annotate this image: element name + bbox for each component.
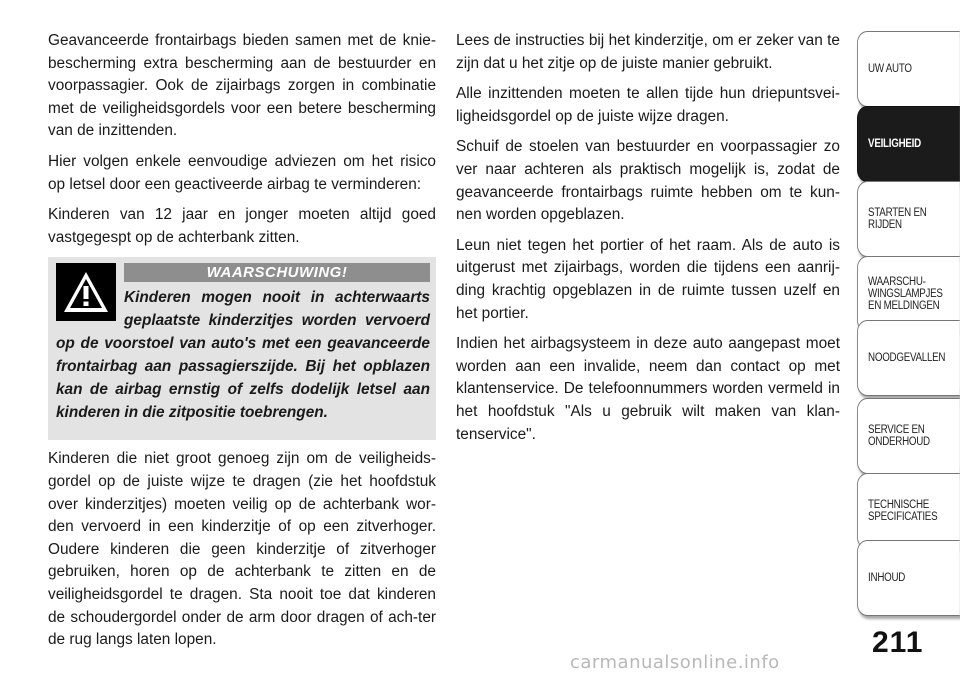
page-number: 211 [872, 626, 924, 659]
chapter-tabs [857, 0, 960, 678]
tab-waarschuwingslampjes[interactable]: WAARSCHU- WINGSLAMPJES EN MELDINGEN [857, 256, 960, 332]
tab-starten-en-rijden[interactable]: STARTEN EN RIJDEN [857, 181, 960, 257]
warning-title: WAARSCHUWING! [124, 263, 430, 282]
tab-uw-auto[interactable]: UW AUTO [857, 31, 960, 107]
tab-technische-specificaties[interactable]: TECHNISCHE SPECIFICATIES [857, 473, 960, 549]
paragraph: Leun niet tegen het portier of het raam. Als de auto is uitgerust met zijairbags, worden die tijdens een aanrij-ding krachtig opgeblazen in de ruimte tussen uzelf en het portier. [456, 236, 840, 322]
watermark: carmanualsonline.info [570, 652, 780, 673]
warning-text: Kinderen mogen nooit in achterwaarts geplaatste kinderzitjes worden vervoerd op de voorstoel van auto's met een geavanceerde frontairbag aan passagierszijde. Bij het opblazen kan de airbag ernstig of zelfs dodelijk letsel aan kinderen in die zitpositie toebrengen. [56, 289, 430, 422]
left-column [48, 30, 436, 660]
warning-box [48, 257, 436, 440]
warning-triangle-icon [56, 263, 116, 321]
paragraph: Lees de instructies bij het kinderzitje, om er zeker van te zijn dat u het zitje op de juiste manier gebruikt. [456, 32, 840, 72]
tab-noodgevallen[interactable]: NOODGEVALLEN [857, 320, 960, 396]
tab-inhoud[interactable]: INHOUD [857, 540, 960, 616]
paragraph: Kinderen die niet groot genoeg zijn om de veiligheids-gordel op de juiste wijze te dragen (zie het hoofdstuk over kinderzitjes) moeten veilig op de achterbank wor-den vervoerd in een kinderzitje of op een zitverhoger. Oudere kinderen die geen kinderzitje of zitverhoger gebruiken, horen op de achterbank te zitten en de veiligheidsgordel te dragen. Sta nooit toe dat kinderen de schoudergordel onder de arm door dragen of ach-ter de rug langs laten lopen. [48, 450, 436, 649]
tab-service-en-onderhoud[interactable]: SERVICE EN ONDERHOUD [857, 398, 960, 474]
paragraph: Alle inzittenden moeten te allen tijde hun driepuntsvei-ligheidsgordel op de juiste wijze dragen. [456, 85, 840, 125]
paragraph: Hier volgen enkele eenvoudige adviezen om het risico op letsel door een geactiveerde airbag te verminderen: [48, 152, 436, 193]
right-column [456, 30, 840, 454]
paragraph: Kinderen van 12 jaar en jonger moeten altijd goed vastgegespt op de achterbank zitten. [48, 206, 436, 246]
paragraph: Geavanceerde frontairbags bieden samen met de knie-bescherming extra bescherming aan de bestuurder en voorpassagier. Ook de zijairbags zorgen in combinatie met de veiligheidsgordels voor een betere bescherming van de inzittenden. [48, 32, 436, 140]
tab-veiligheid[interactable]: VEILIGHEID [857, 106, 960, 182]
paragraph: Indien het airbagsysteem in deze auto aangepast moet worden aan een invalide, neem dan contact op met klantenservice. De telefoonnummers worden vermeld in het hoofdstuk "Als u gebruik wilt maken van klan-tenservice". [456, 335, 840, 443]
paragraph: Schuif de stoelen van bestuurder en voorpassagier zo ver naar achteren als praktisch mogelijk is, zodat de geavanceerde frontairbags ruimte hebben om te kun-nen worden opgeblazen. [456, 138, 840, 224]
